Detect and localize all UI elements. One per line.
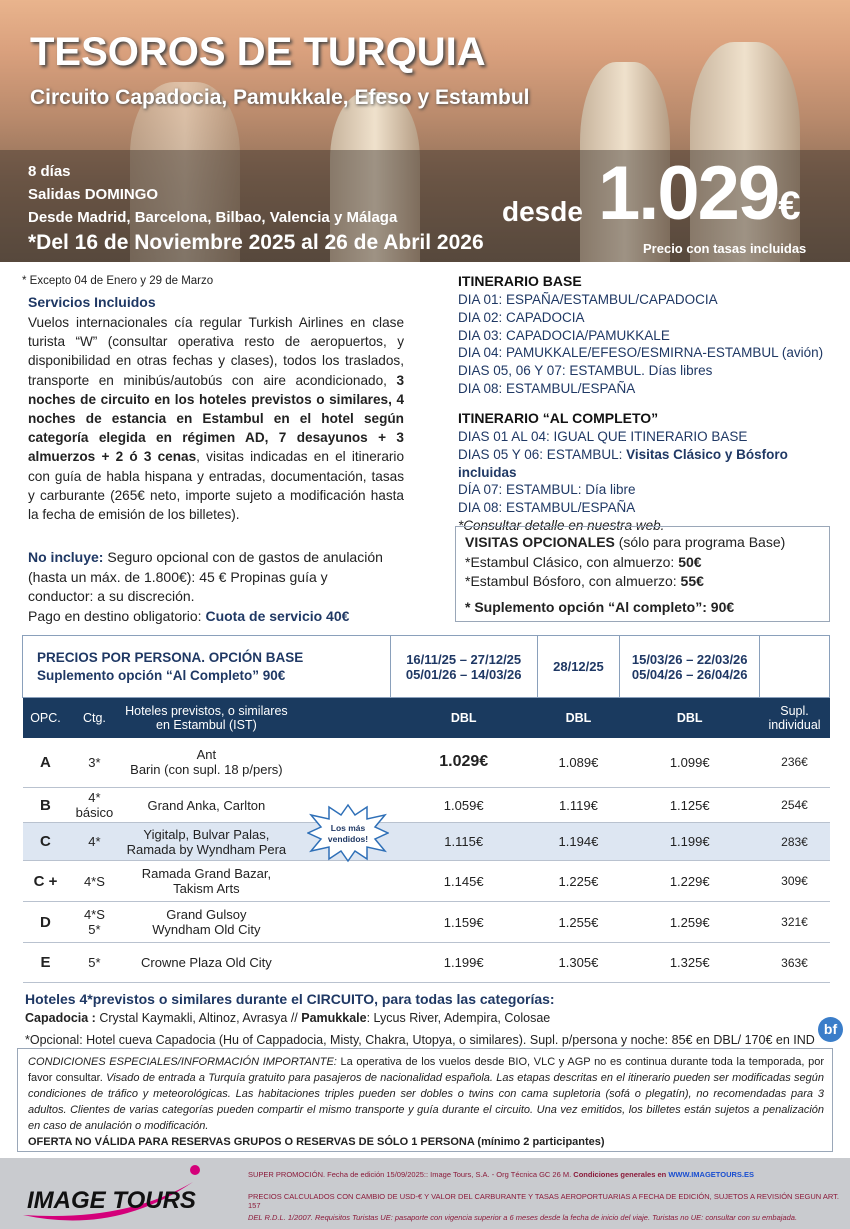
category: 4*S 5*: [68, 902, 120, 943]
services-text: Vuelos internacionales cía regular Turkish Airlines en clase turista “W” (consultar operativa resto de aeropuertos, y disponibilidad en otras fechas y clases), todos los traslados, transporte en minibús/autobús con aire acondicionado, 3 noches de circuito en los hoteles previstos o similares, 4 noches de estancia en Estambul en el hotel según categoría elegida en régimen AD, 7 desayunos + 3 almuerzos + 2 ó 3 cenas, visitas indicadas en el itinerario con guía de habla hispana y entradas, documentación, tasas y carburante (265€ neto, importe sujeto a modificación hasta la fecha de emisión de los billetes).: [28, 315, 405, 523]
travel-dates: *Del 16 de Noviembre 2025 al 26 de Abril 2026: [28, 231, 484, 254]
page-title: TESOROS DE TURQUIA: [30, 30, 486, 74]
duration: 8 días: [28, 163, 71, 180]
price-period-1: 1.145€: [390, 861, 537, 902]
price-note: Precio con tasas incluidas: [643, 241, 807, 256]
services-title: Servicios Incluidos: [28, 294, 156, 310]
option-code: D: [23, 902, 69, 943]
hero-banner: [0, 0, 850, 262]
itinerary-day: DIA 01: ESPAÑA/ESTAMBUL/CAPADOCIA: [458, 292, 718, 307]
period: 28/12/25: [553, 659, 604, 674]
period: 16/11/25 – 27/12/25: [406, 651, 522, 667]
price-period-3: 1.229€: [620, 861, 760, 902]
col-header: DBL: [620, 698, 760, 738]
best-seller-badge: [307, 803, 389, 863]
table-title: PRECIOS POR PERSONA. OPCIÓN BASE: [37, 649, 304, 665]
price-period-1: 1.199€: [390, 943, 537, 983]
price-period-1: 1.059€: [390, 788, 537, 823]
hotels: Ant Barin (con supl. 18 p/pers): [120, 738, 390, 788]
price-value: 1.029: [598, 151, 779, 236]
from-label: desde: [502, 196, 583, 227]
cave-hotel-option: *Opcional: Hotel cueva Capadocia (Hu of Cappadocia, Misty, Chakra, Utopya, o similares). Supl. p/persona y noche: 85€ en DBL/ 170€ en IND: [25, 1033, 815, 1047]
price-period-2: 1.305€: [537, 943, 620, 983]
itinerary-day: DÍA 07: ESTAMBUL: Día libre: [458, 482, 636, 498]
itinerary-day: DIA 08: ESTAMBUL/ESPAÑA: [458, 500, 636, 516]
hotels: Yigitalp, Bulvar Palas, Ramada by Wyndham Pera: [120, 823, 390, 861]
itinerary-full-title: ITINERARIO “AL COMPLETO”: [458, 410, 659, 426]
col-header: Hoteles previstos, o similares en Estambul (IST): [120, 698, 390, 738]
price-period-1: 1.159€: [390, 902, 537, 943]
col-header: OPC.: [23, 698, 69, 738]
option-code: C +: [23, 861, 69, 902]
table-subtitle: Suplemento opción “Al Completo” 90€: [37, 667, 286, 683]
hotels: Ramada Grand Bazar, Takism Arts: [120, 861, 390, 902]
image-tours-logo: [15, 1160, 225, 1228]
bf-logo: bf: [818, 1017, 843, 1042]
footer-line-3: DEL R.D.L. 1/2007. Requisitos Turistas UE: pasaporte con vigencia superior a 6 meses desde la fecha de inicio del viaje. Turistas no UE: consultar con su embajada.: [248, 1213, 798, 1222]
itinerary-base-title: ITINERARIO BASE: [458, 273, 582, 289]
col-header: Ctg.: [68, 698, 120, 738]
footer-line-1: SUPER PROMOCIÓN. Fecha de edición 15/09/2025:: Image Tours, S.A. - Org Técnica GC 26 M. Condiciones generales en WWW.IMAGETOURS.ES: [248, 1170, 755, 1179]
col-header: DBL: [537, 698, 620, 738]
conditions-box: CONDICIONES ESPECIALES/INFORMACIÓN IMPORTANTE: La operativa de los vuelos desde BIO, VLC y AGP no es continua durante toda la temporada, por favor consultar. Visado de entrada a Turquía gratuito para pasajeros de nacionalidad española. Las etapas descritas en el itinerario pueden ser modificadas según condiciones de tráfico y meteorológicas. Las habitaciones triples pueden ser dobles o twins con cama supletoria (sofá o plegatín), no recomendadas para 3 adultos. Clientes de varias categorías pueden compartir el mismo transporte y guía durante el circuito. Una vez emitidos, los billetes están sujetos a penalización en caso de anulación o modificación. OFERTA NO VÁLIDA PARA RESERVAS GRUPOS O RESERVAS DE SÓLO 1 PERSONA (mínimo 2 participantes): [17, 1048, 833, 1152]
badge-text: Los más: [330, 823, 366, 833]
price-period-3: 1.099€: [620, 738, 760, 788]
itinerary-day: DIA 08: ESTAMBUL/ESPAÑA: [458, 380, 636, 396]
single-supplement: 321€: [760, 902, 830, 943]
hotels-title: Hoteles 4*previstos o similares durante el CIRCUITO, para todas las categorías:: [25, 991, 555, 1007]
price-period-2: 1.089€: [537, 738, 620, 788]
period: 15/03/26 – 22/03/26: [631, 651, 748, 667]
itinerary-full: [458, 409, 850, 535]
hotels: Grand Gulsoy Wyndham Old City: [120, 902, 390, 943]
itinerary-day: DIA 03: CAPADOCIA/PAMUKKALE: [458, 327, 670, 343]
price-period-2: 1.255€: [537, 902, 620, 943]
hotels-section: [25, 990, 815, 1050]
option-code: E: [23, 943, 69, 983]
period: 05/01/26 – 14/03/26: [405, 666, 522, 682]
price-period-2: 1.119€: [537, 788, 620, 823]
website-link[interactable]: WWW.IMAGETOURS.ES: [668, 1170, 755, 1179]
price-period-2: 1.194€: [537, 823, 620, 861]
table-row: [23, 861, 830, 902]
hotels: Crowne Plaza Old City: [120, 943, 390, 983]
table-row: [23, 943, 830, 983]
origins: Desde Madrid, Barcelona, Bilbao, Valencia y Málaga: [28, 209, 398, 226]
svg-text:IMAGE TOURS: IMAGE TOURS: [27, 1187, 196, 1214]
badge-text: vendidos!: [327, 834, 369, 844]
hotels: Grand Anka, Carlton: [120, 788, 390, 823]
circuit-hotels: Capadocia : Crystal Kaymakli, Altinoz, Avrasya // Pamukkale: Lycus River, Adempira, Colosae: [25, 1011, 551, 1025]
price-period-3: 1.125€: [620, 788, 760, 823]
period: 05/04/26 – 26/04/26: [631, 666, 748, 682]
option-code: C: [23, 823, 69, 861]
price-table: [22, 635, 830, 983]
price-period-3: 1.325€: [620, 943, 760, 983]
single-supplement: 236€: [760, 738, 830, 788]
optional-visits-box: [455, 526, 830, 622]
single-supplement: 309€: [760, 861, 830, 902]
category: 4* básico: [68, 788, 120, 823]
itinerary-base: [458, 272, 823, 398]
itinerary-day: DIA 04: PAMUKKALE/EFESO/ESMIRNA-ESTAMBUL (avión): [458, 345, 824, 361]
single-supplement: 254€: [760, 788, 830, 823]
itinerary-day: DIAS 05 Y 06: ESTAMBUL: Visitas Clásico y Bósforo incluidas: [458, 446, 788, 480]
optional-supplement: * Suplemento opción “Al completo”: 90€: [465, 598, 735, 615]
conditions-warning: OFERTA NO VÁLIDA PARA RESERVAS GRUPOS O RESERVAS DE SÓLO 1 PERSONA (mínimo 2 participantes): [28, 1136, 605, 1148]
category: 4*: [68, 823, 120, 861]
currency: €: [778, 184, 799, 228]
price-period-2: 1.225€: [537, 861, 620, 902]
price: [598, 150, 798, 237]
not-included: No incluye: Seguro opcional con de gastos de anulación (hasta un máx. de 1.800€): 45 € Propinas guía y conductor: a su discreción. Pago en destino obligatorio: Cuota de servicio 40€: [28, 549, 383, 624]
optional-visit: *Estambul Bósforo, con almuerzo: 55€: [465, 573, 704, 589]
footer-line-2: PRECIOS CALCULADOS CON CAMBIO DE USD-€ Y VALOR DEL CARBURANTE Y TASAS AEROPORTUARIAS A FECHA DE EDICIÓN, SUJETOS A REVISIÓN SEGUN ART. 157: [248, 1192, 839, 1210]
category: 3*: [68, 738, 120, 788]
table-row: [23, 788, 830, 823]
price-period-1: 1.029€: [390, 738, 537, 788]
table-row: [23, 823, 830, 861]
table-row: [23, 902, 830, 943]
itinerary-note: *Consultar detalle en nuestra web.: [458, 517, 665, 533]
table-row: [23, 738, 830, 788]
option-code: B: [23, 788, 69, 823]
single-supplement: 363€: [760, 943, 830, 983]
footer: [0, 1158, 850, 1229]
col-header: Supl. individual: [760, 698, 830, 738]
departures: Salidas DOMINGO: [28, 186, 159, 203]
optional-title: VISITAS OPCIONALES (sólo para programa Base): [465, 534, 786, 550]
single-supplement: 283€: [760, 823, 830, 861]
col-header: DBL: [390, 698, 537, 738]
option-code: A: [23, 738, 69, 788]
exception-note: * Excepto 04 de Enero y 29 de Marzo: [22, 275, 214, 287]
page-subtitle: Circuito Capadocia, Pamukkale, Efeso y Estambul: [30, 86, 530, 109]
category: 4*S: [68, 861, 120, 902]
optional-visit: *Estambul Clásico, con almuerzo: 50€: [465, 553, 702, 570]
category: 5*: [68, 943, 120, 983]
price-period-3: 1.199€: [620, 823, 760, 861]
price-period-1: 1.115€: [390, 823, 537, 861]
itinerary-day: DIAS 01 AL 04: IGUAL QUE ITINERARIO BASE: [458, 429, 748, 444]
itinerary-day: DIA 02: CAPADOCIA: [458, 309, 585, 325]
price-period-3: 1.259€: [620, 902, 760, 943]
itinerary-day: DIAS 05, 06 Y 07: ESTAMBUL. Días libres: [458, 363, 713, 379]
